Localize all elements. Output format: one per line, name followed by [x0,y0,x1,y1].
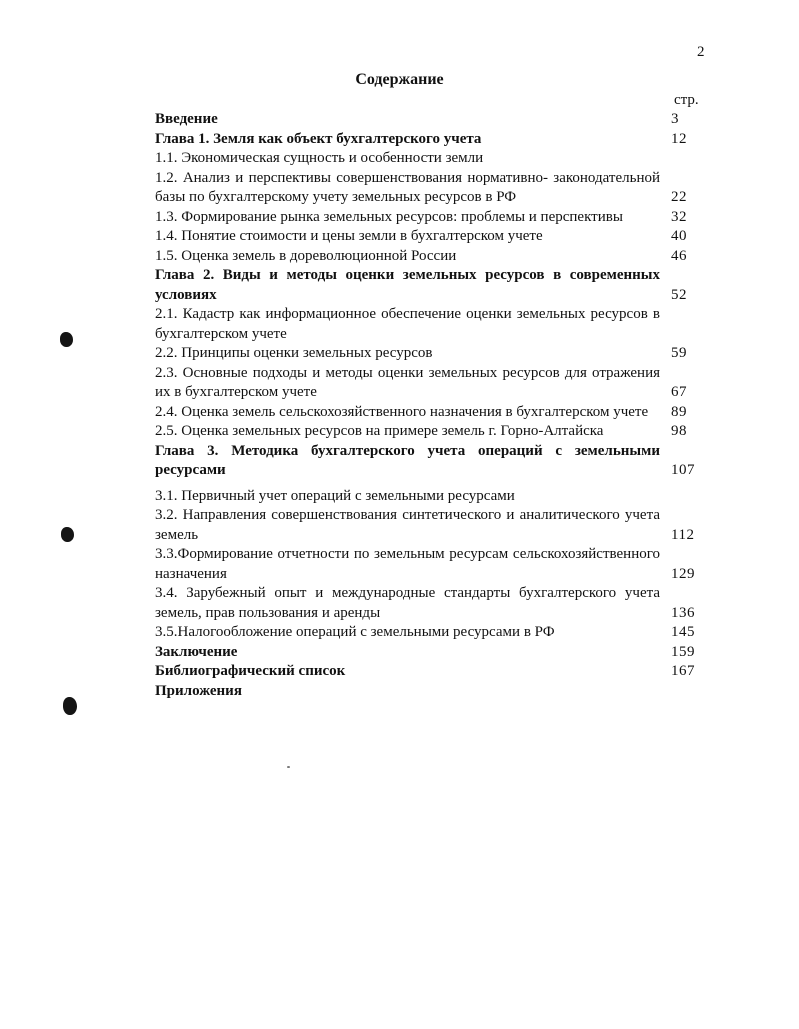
toc-entry-page: 3 [671,111,679,127]
toc-entry-page: 107 [671,462,695,478]
scan-blot [61,527,74,542]
toc-entry [155,506,705,545]
toc-entry-page: 167 [671,663,695,679]
toc-entry-title: 2.4. Оценка земель сельскохозяйственного назначения в бухгалтерском учете [155,403,649,420]
page-number: 2 [697,44,705,60]
scan-speck [287,766,290,768]
toc-entry [155,682,705,702]
toc-entry [155,364,705,403]
toc-entry-page: 12 [671,130,687,147]
toc-entry-title: 2.5. Оценка земельных ресурсов на примере земель г. Горно-Алтайска [155,423,604,439]
toc-entry [155,403,705,423]
toc-entry [155,643,705,663]
toc-entry-page: 22 [671,189,687,205]
toc-entry [155,130,705,150]
toc-entry [155,545,705,584]
toc-entry-title: 1.4. Понятие стоимости и цены земли в бухгалтерском учете [155,228,543,244]
toc-entry-title: 2.2. Принципы оценки земельных ресурсов [155,345,433,361]
toc-entry-page: 112 [671,526,695,543]
toc-entry [155,266,705,305]
toc-entry-title: Глава 3. Методика бухгалтерского учета операций с земельными ресурсами [155,442,660,478]
toc-entry-title: Приложения [155,682,242,699]
toc-entry-title: Библиографический список [155,663,346,679]
toc-entry [155,149,705,169]
toc-entry-page: 32 [671,208,687,225]
toc-entry-title: 3.4. Зарубежный опыт и международные стандарты бухгалтерского учета земель, прав пользования и аренды [155,585,660,621]
toc-entry [155,169,705,208]
toc-entry-page: 98 [671,423,687,439]
scan-blot [63,697,77,715]
toc-entry-title: Введение [155,111,218,127]
toc-entry [155,208,705,228]
toc-entry-page: 129 [671,565,695,582]
toc-entry-title: 1.3. Формирование рынка земельных ресурсов: проблемы и перспективы [155,208,623,225]
toc-entry [155,422,705,442]
toc-entry-page: 46 [671,247,687,264]
toc-entry-page: 67 [671,384,687,400]
toc-entry-page: 52 [671,286,687,303]
toc-entry-title: Заключение [155,643,238,660]
toc-entry-title: 1.2. Анализ и перспективы совершенствования нормативно- законодательной базы по бухгалтерскому учету земельных ресурсов в РФ [155,169,660,205]
toc-entry-title: 3.3.Формирование отчетности по земельным ресурсам сельскохозяйственного назначения [155,546,660,582]
toc-entry [155,247,705,267]
scan-blot [60,332,73,347]
page-title: Содержание [355,71,444,88]
toc-entry [155,487,705,507]
toc-entry-title: 3.2. Направления совершенствования синтетического и аналитического учета земель [155,507,660,543]
toc-entry-page: 40 [671,228,687,244]
toc-entry-title: Глава 2. Виды и методы оценки земельных ресурсов в современных условиях [155,267,660,303]
toc-entry-page: 59 [671,345,687,361]
toc-entry-title: 3.5.Налогообложение операций с земельными ресурсами в РФ [155,624,555,640]
toc-entry-title: 1.1. Экономическая сущность и особенности земли [155,150,484,166]
toc-entry-title: Глава 1. Земля как объект бухгалтерского учета [155,130,482,147]
toc-entry-page: 159 [671,643,695,660]
toc-entry-page: 145 [671,624,695,640]
page-column-label: стр. [674,92,699,108]
toc-entry-title: 3.1. Первичный учет операций с земельными ресурсами [155,487,515,504]
toc-entry [155,584,705,623]
toc-entry [155,227,705,247]
toc-entry-title: 1.5. Оценка земель в дореволюционной России [155,247,457,264]
toc-entry [155,305,705,344]
table-of-contents [155,110,705,701]
toc-entry [155,110,705,130]
toc-entry-title: 2.3. Основные подходы и методы оценки земельных ресурсов для отражения их в бухгалтерском учете [155,364,660,400]
toc-entry-page: 89 [671,403,687,420]
toc-entry [155,623,705,643]
toc-entry-title: 2.1. Кадастр как информационное обеспечение оценки земельных ресурсов в бухгалтерском учете [155,306,660,342]
toc-entry [155,662,705,682]
toc-entry-page: 136 [671,604,695,621]
toc-entry [155,442,705,481]
toc-entry [155,344,705,364]
